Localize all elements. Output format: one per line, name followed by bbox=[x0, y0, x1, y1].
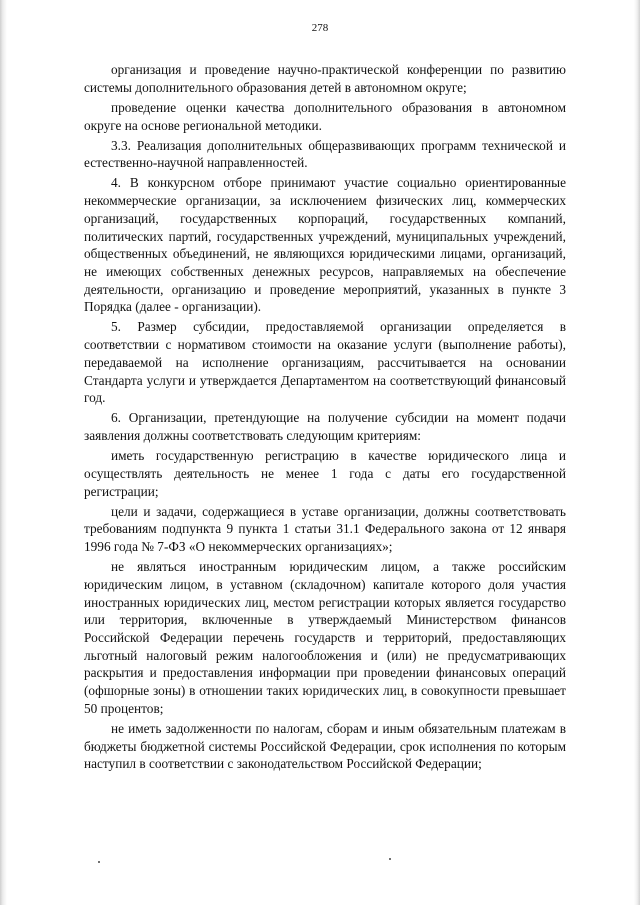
scan-edge-right bbox=[634, 0, 640, 905]
paragraph-4: 4. В конкурсном отборе принимают участие социально ориентированные некоммерческие организации, за исключением физических лиц, коммерческих организаций, государственных корпораций, государственных компаний, политических партий, государственных учреждений, муниципальных учреждений, общественных объединений, не являющихся юридическими лицами, организаций, не имеющих собственных денежных ресурсов, направляемых на обеспечение деятельности, организацию и проведение мероприятий, указанных в пункте 3 Порядка (далее - организации). bbox=[84, 175, 566, 315]
scan-dot bbox=[389, 858, 391, 860]
paragraph-quality-assessment: проведение оценки качества дополнительного образования в автономном округе на основе региональной методики. bbox=[84, 99, 566, 133]
paragraph-3-3: 3.3. Реализация дополнительных общеразвивающих программ технической и естественно-научной направленностей. bbox=[84, 137, 566, 171]
criterion-tax-debt: не иметь задолженности по налогам, сборам и иным обязательным платежам в бюджеты бюджетной системы Российской Федерации, срок исполнения по которым наступил в соответствии с законодательством Российской Федерации; bbox=[84, 720, 566, 772]
criterion-charter-goals: цели и задачи, содержащиеся в уставе организации, должны соответствовать требованиям подпункта 9 пункта 1 статьи 31.1 Федерального закона от 12 января 1996 года № 7-ФЗ «О некоммерческих организациях»; bbox=[84, 503, 566, 555]
criterion-registration: иметь государственную регистрацию в качестве юридического лица и осуществлять деятельность не менее 1 года с даты его государственной регистрации; bbox=[84, 448, 566, 499]
paragraph-conference: организация и проведение научно-практической конференции по развитию системы дополнительного образования детей в автономном округе; bbox=[84, 62, 566, 95]
scan-edge-left bbox=[0, 0, 7, 905]
page-number: 278 bbox=[311, 22, 329, 34]
paragraph-5: 5. Размер субсидии, предоставляемой организации определяется в соответствии с нормативом стоимости на оказание услуги (выполнение работы), передаваемой на исполнение организациям, рассчитывается на основании Стандарта услуги и утверждается Департаментом на соответствующий финансовый год. bbox=[84, 319, 566, 406]
paragraph-6: 6. Организации, претендующие на получение субсидии на момент подачи заявления должны соответствовать следующим критериям: bbox=[84, 410, 566, 444]
scan-dot bbox=[98, 861, 100, 863]
document-body bbox=[84, 61, 566, 773]
criterion-foreign-entity: не являться иностранным юридическим лицом, а также российским юридическим лицом, в уставном (складочном) капитале которого доля участия иностранных юридических лиц, местом регистрации которых является государство или территория, включенные в утверждаемый Министерством финансов Российской Федерации перечень государств и территорий, предоставляющих льготный налоговый режим налогообложения и (или) не предусматривающих раскрытия и предоставления информации при проведении финансовых операций (офшорные зоны) в отношении таких юридических лиц, в совокупности превышает 50 процентов; bbox=[84, 559, 566, 716]
